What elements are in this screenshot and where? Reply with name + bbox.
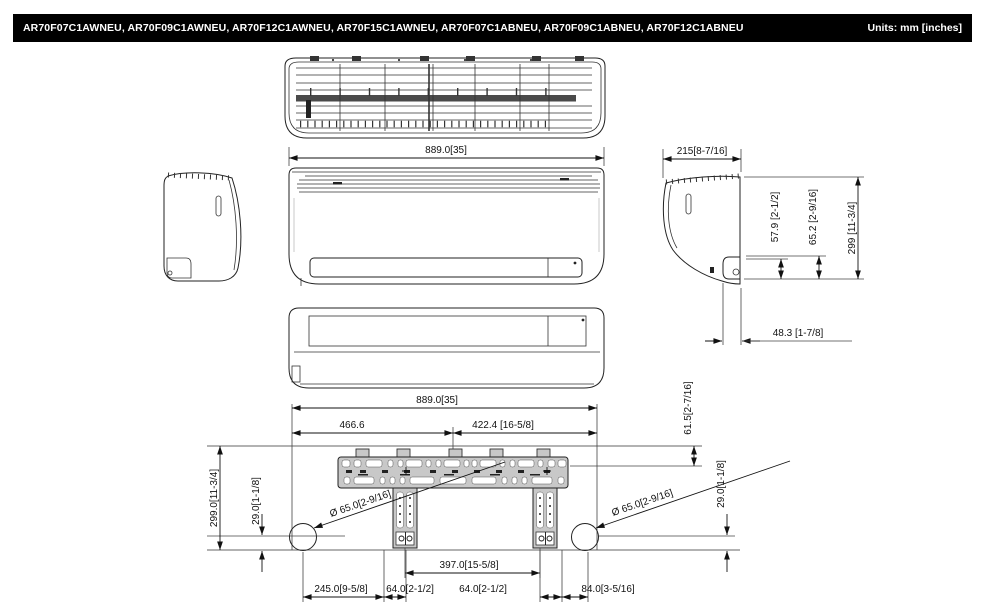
dim-front-width-label: 889.0[35]	[425, 145, 467, 156]
dim-leg-width-right-label: 64.0[2-1/2]	[459, 584, 507, 595]
dim-hole-offset-right-label: 29.0[1-1/8]	[716, 460, 727, 508]
dim-rear-clearance-label: 48.3 [1-7/8]	[772, 328, 824, 339]
dim-leg-to-hole-right-label: 84.0[3-5/16]	[581, 584, 635, 595]
dim-hole-dia-right-label: Ø 65.0[2-9/16]	[610, 487, 675, 519]
dim-front-width	[289, 145, 604, 166]
dim-center-left-label: 466.6	[339, 420, 365, 431]
units-label: Units: mm [inches]	[867, 22, 962, 34]
top-grille	[296, 64, 592, 131]
front-vane	[310, 258, 582, 277]
dim-hole-offset-left-label: 29.0[1-1/8]	[251, 477, 262, 525]
pipe-hole-left	[290, 524, 317, 551]
side-handle-slot	[216, 196, 221, 216]
side-view-dims	[663, 146, 864, 345]
drain-outlet	[292, 366, 300, 382]
dim-leg-width-left-label: 64.0[2-1/2]	[386, 584, 434, 595]
dim-pipe-center-label: 65.2 [2-9/16]	[808, 188, 819, 246]
dim-height-label: 299 [11-3/4]	[847, 201, 858, 255]
top-clips	[310, 56, 584, 61]
dim-hole-to-leg-left-label: 245.0[9-5/8]	[314, 584, 368, 595]
dim-leg-span-label: 397.0[15-5/8]	[439, 560, 499, 571]
dim-hole-dia-left-label: Ø 65.0[2-9/16]	[328, 488, 393, 520]
dim-install-height-label: 299.0[11-3/4]	[209, 468, 220, 528]
top-view	[285, 56, 605, 138]
pipe-cover	[710, 257, 740, 279]
plate-leg-right	[533, 488, 557, 548]
left-side-view	[164, 173, 241, 281]
front-top-grille	[297, 176, 600, 192]
dim-depth-label: 215[8-7/16]	[676, 146, 728, 157]
model-list: AR70F07C1AWNEU, AR70F09C1AWNEU, AR70F12C1AWNEU, AR70F15C1AWNEU, AR70F07C1ABNEU, AR70F09C1ABNEU, AR70F12C1ABNEU	[23, 22, 744, 34]
dim-rear-bottom-label: 57.9 [2-1/2]	[770, 191, 781, 243]
pipe-hole-right	[572, 524, 599, 551]
side-handle-slot-right	[686, 194, 691, 214]
right-side-view	[663, 176, 740, 284]
dim-plate-offset-label: 61.5[2-7/16]	[683, 381, 694, 435]
bottom-view	[289, 308, 604, 388]
dim-center-right-label: 422.4 [16-5/8]	[472, 420, 534, 431]
installation-dims	[209, 381, 790, 602]
dim-install-width-label: 889.0[35]	[416, 395, 458, 406]
front-view	[289, 168, 604, 286]
